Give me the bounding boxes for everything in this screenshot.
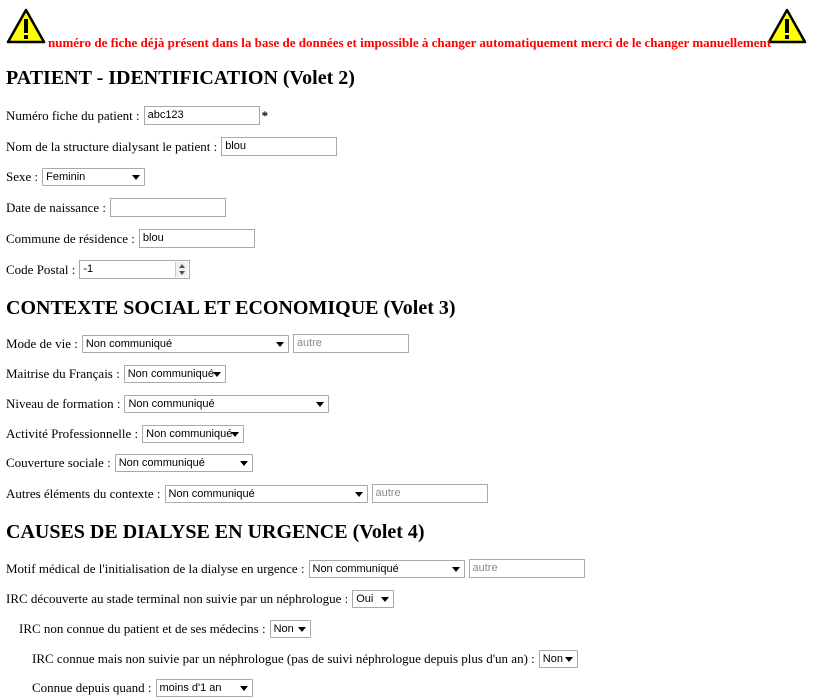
francais-label: Maitrise du Français :	[6, 366, 120, 381]
irc-terminal-row	[6, 590, 394, 608]
activite-select-value: Non communiqué	[146, 428, 233, 440]
commune-label: Commune de résidence :	[6, 230, 135, 246]
code-postal-input[interactable]	[79, 260, 190, 279]
chevron-down-icon	[240, 461, 248, 466]
couverture-label: Couverture sociale :	[6, 455, 111, 470]
chevron-down-icon	[276, 342, 284, 347]
chevron-down-icon	[316, 402, 324, 407]
naissance-row	[6, 198, 226, 217]
sexe-label: Sexe :	[6, 169, 39, 184]
chevron-down-icon	[240, 686, 248, 691]
autres-select-value: Non communiqué	[168, 487, 255, 500]
chevron-down-icon	[231, 432, 239, 437]
irc-terminal-label: IRC découverte au stade terminal non suivie par un néphrologue :	[6, 591, 349, 606]
chevron-down-icon	[213, 372, 221, 377]
irc-terminal-select[interactable]	[352, 590, 394, 608]
francais-row	[6, 365, 226, 383]
irc-connue-row	[32, 650, 578, 668]
formation-row	[6, 395, 329, 413]
irc-non-connue-select-value: Non	[273, 623, 294, 635]
activite-label: Activité Professionnelle :	[6, 426, 139, 441]
mode-vie-row	[6, 334, 409, 353]
motif-label: Motif médical de l'initialisation de la dialyse en urgence :	[6, 560, 305, 576]
chevron-down-icon	[298, 627, 306, 632]
structure-row	[6, 137, 337, 156]
numero-fiche-input[interactable]: abc123	[144, 106, 260, 125]
section-title-volet2: PATIENT - IDENTIFICATION (Volet 2)	[6, 67, 355, 89]
autres-select[interactable]	[165, 485, 368, 503]
structure-input[interactable]: blou	[221, 137, 337, 156]
francais-select[interactable]	[124, 365, 226, 383]
chevron-down-icon	[355, 492, 363, 497]
irc-connue-select[interactable]	[539, 650, 578, 668]
commune-row	[6, 229, 255, 248]
mode-vie-autre-input[interactable]: autre	[293, 334, 409, 353]
section-title-volet4: CAUSES DE DIALYSE EN URGENCE (Volet 4)	[6, 521, 425, 543]
sexe-select-value: Feminin	[46, 171, 86, 183]
numero-fiche-row	[6, 106, 268, 125]
required-marker: *	[261, 107, 269, 123]
mode-vie-label: Mode de vie :	[6, 335, 78, 351]
sexe-row	[6, 168, 145, 186]
motif-row	[6, 559, 585, 578]
commune-input[interactable]: blou	[139, 229, 255, 248]
activite-select[interactable]	[142, 425, 244, 443]
chevron-down-icon	[132, 175, 140, 180]
couverture-select-value: Non communiqué	[118, 457, 205, 469]
duplicate-record-alert: numéro de fiche déjà présent dans la base de données et impossible à changer automatiquement merci de le changer manuellement	[48, 35, 772, 50]
autres-label: Autres éléments du contexte :	[6, 485, 161, 501]
section-title-volet3: CONTEXTE SOCIAL ET ECONOMIQUE (Volet 3)	[6, 297, 456, 319]
autres-autre-input[interactable]: autre	[372, 484, 488, 503]
formation-label: Niveau de formation :	[6, 396, 121, 411]
connue-depuis-row	[32, 679, 253, 697]
francais-select-value: Non communiqué	[127, 368, 214, 380]
motif-autre-input[interactable]: autre	[469, 559, 585, 578]
code-postal-value: -1	[83, 263, 94, 275]
warning-icon	[767, 8, 807, 44]
formation-select-value: Non communiqué	[128, 398, 215, 410]
naissance-label: Date de naissance :	[6, 199, 106, 215]
structure-label: Nom de la structure dialysant le patient :	[6, 138, 218, 154]
motif-select[interactable]	[309, 560, 465, 578]
code-postal-row	[6, 260, 190, 279]
mode-vie-select[interactable]	[82, 335, 289, 353]
irc-non-connue-label: IRC non connue du patient et de ses médecins :	[19, 621, 266, 636]
irc-connue-select-value: Non	[542, 653, 563, 665]
irc-terminal-select-value: Oui	[356, 593, 374, 605]
motif-select-value: Non communiqué	[312, 562, 399, 575]
autres-row	[6, 484, 488, 503]
chevron-down-icon	[565, 657, 573, 662]
spinner-icon[interactable]	[175, 262, 188, 277]
sexe-select[interactable]	[42, 168, 145, 186]
naissance-input[interactable]	[110, 198, 226, 217]
connue-depuis-select[interactable]	[156, 679, 253, 697]
irc-non-connue-row	[19, 620, 311, 638]
irc-connue-label: IRC connue mais non suivie par un néphrologue (pas de suivi néphrologue depuis plus d'un an) :	[32, 651, 535, 666]
warning-icon	[6, 8, 46, 44]
couverture-row	[6, 454, 253, 472]
chevron-down-icon	[381, 597, 389, 602]
numero-fiche-label: Numéro fiche du patient :	[6, 107, 140, 123]
connue-depuis-select-value: moins d'1 an	[159, 682, 222, 694]
couverture-select[interactable]	[115, 454, 253, 472]
irc-non-connue-select[interactable]	[270, 620, 311, 638]
mode-vie-select-value: Non communiqué	[85, 337, 173, 350]
activite-row	[6, 425, 244, 443]
formation-select[interactable]	[124, 395, 329, 413]
chevron-down-icon	[452, 567, 460, 572]
code-postal-label: Code Postal :	[6, 261, 76, 277]
connue-depuis-label: Connue depuis quand :	[32, 680, 152, 695]
